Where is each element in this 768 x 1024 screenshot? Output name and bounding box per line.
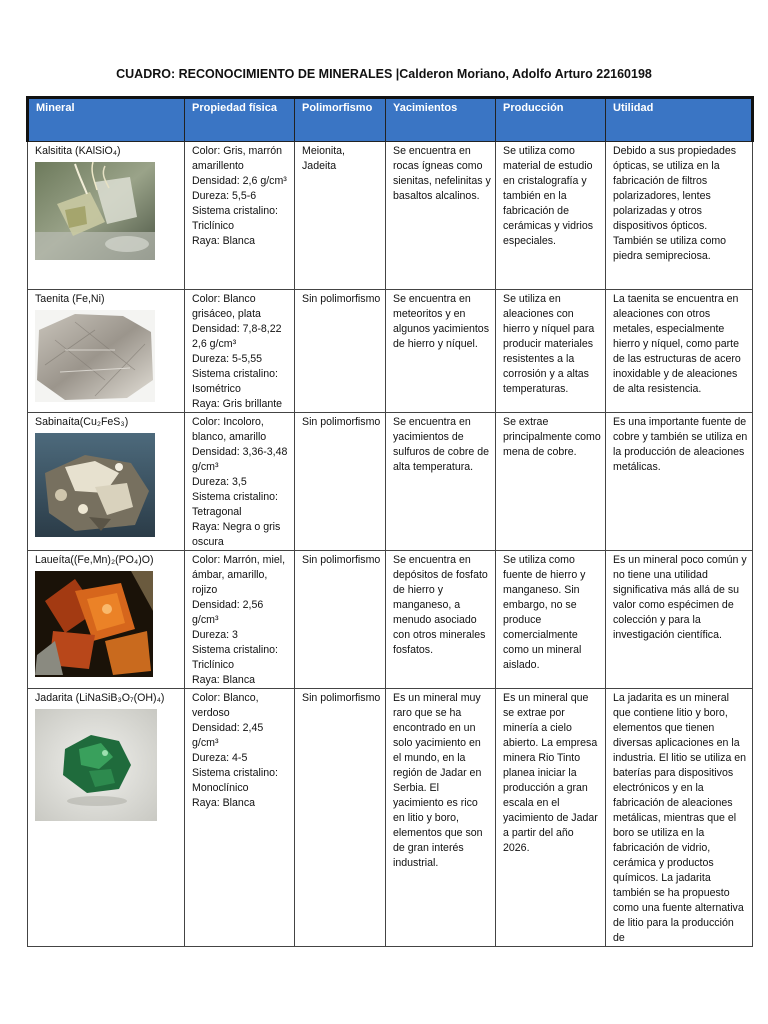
yacimientos-text: Se encuentra en yacimientos de sulfuros de cobre de alta temperatura. <box>393 416 489 473</box>
cell-polimorfismo <box>295 689 386 947</box>
cell-mineral <box>28 290 185 413</box>
cell-propiedad <box>185 413 295 551</box>
cell-mineral <box>28 142 185 290</box>
produccion-text: Es un mineral que se extrae por minería a cielo abierto. La empresa minera Rio Tinto planea iniciar la producción a gran escala en el yacimiento de Jadar a partir del año 2026. <box>503 692 598 854</box>
table-header-row <box>28 98 753 142</box>
yacimientos-text: Es un mineral muy raro que se ha encontrado en un solo yacimiento en el mundo, en la región de Jadar en Serbia. El yacimiento es rico en litio y boro, elementos que son de gran interés industrial. <box>393 692 483 869</box>
cell-yacimientos <box>386 290 496 413</box>
utilidad-text: La taenita se encuentra en aleaciones con otros metales, especialmente hierro y níquel, como parte de las estructuras de acero inoxidable y de aleaciones de alta resistencia. <box>613 293 741 395</box>
table-row <box>28 413 753 551</box>
utilidad-text: La jadarita es un mineral que contiene litio y boro, elementos que tienen diversas aplicaciones en la industria. El litio se utiliza en baterías para dispositivos electrónicos y en la fabricación de aleaciones metálicas, mientras que el boro se utiliza en la fabricación de vidrio, cerámica y productos químicos. La jadarita también se ha propuesto como una fuente alternativa de litio para la producción de <box>613 692 747 944</box>
cell-propiedad <box>185 551 295 689</box>
cell-utilidad <box>606 413 753 551</box>
yacimientos-text: Se encuentra en meteoritos y en algunos yacimientos de hierro y níquel. <box>393 293 489 350</box>
mineral-name: Sabinaíta(Cu₂FeS₃) <box>35 416 129 428</box>
cell-utilidad <box>606 290 753 413</box>
cell-produccion <box>496 290 606 413</box>
cell-propiedad <box>185 142 295 290</box>
cell-yacimientos <box>386 689 496 947</box>
column-header-propiedad: Propiedad física <box>185 98 295 142</box>
mineral-name: Kalsitita (KAlSiO₄) <box>35 145 121 157</box>
produccion-text: Se utiliza como material de estudio en cristalografía y también en la fabricación de cerámicas y vidrios especiales. <box>503 145 594 247</box>
produccion-text: Se extrae principalmente como mena de cobre. <box>503 416 601 458</box>
cell-polimorfismo <box>295 290 386 413</box>
polimorfismo-text: Sin polimorfismo <box>302 692 381 704</box>
column-header-mineral: Mineral <box>28 98 185 142</box>
utilidad-text: Debido a sus propiedades ópticas, se utiliza en la fabricación de filtros polarizadores, lentes polarizadas y otros dispositivos ópticos. También se utiliza como piedra semipreciosa. <box>613 145 737 262</box>
cell-propiedad <box>185 290 295 413</box>
cell-mineral <box>28 689 185 947</box>
mineral-name: Laueíta((Fe,Mn)₂(PO₄)O) <box>35 554 154 566</box>
polimorfismo-text: Sin polimorfismo <box>302 554 381 566</box>
propiedad-text: Color: Gris, marrón amarillento Densidad: 2,6 g/cm³ Dureza: 5,5-6 Sistema cristalino: Triclínico Raya: Blanca <box>192 145 287 247</box>
utilidad-text: Es un mineral poco común y no tiene una utilidad significativa más allá de su valor como espécimen de colección y para la investigación científica. <box>613 554 747 641</box>
cell-utilidad <box>606 689 753 947</box>
page-title: CUADRO: RECONOCIMIENTO DE MINERALES |Calderon Moriano, Adolfo Arturo 22160198 <box>116 67 652 81</box>
table-row <box>28 551 753 689</box>
cell-produccion <box>496 551 606 689</box>
produccion-text: Se utiliza como fuente de hierro y manganeso. Sin embargo, no se produce comercialmente como un mineral aislado. <box>503 554 586 671</box>
cell-propiedad <box>185 689 295 947</box>
cell-produccion <box>496 413 606 551</box>
utilidad-text: Es una importante fuente de cobre y también se utiliza en la producción de aleaciones metálicas. <box>613 416 748 473</box>
mineral-name: Taenita (Fe,Ni) <box>35 293 105 305</box>
column-header-utilidad: Utilidad <box>606 98 753 142</box>
cell-polimorfismo <box>295 142 386 290</box>
polimorfismo-text: Sin polimorfismo <box>302 416 381 428</box>
column-header-produccion: Producción <box>496 98 606 142</box>
polimorfismo-text: Meionita, Jadeita <box>302 145 345 172</box>
yacimientos-text: Se encuentra en depósitos de fosfato de hierro y manganeso, a menudo asociado con otros minerales fosfatos. <box>393 554 488 656</box>
propiedad-text: Color: Blanco, verdoso Densidad: 2,45 g/cm³ Dureza: 4-5 Sistema cristalino: Monoclínico Raya: Blanca <box>192 692 278 809</box>
produccion-text: Se utiliza en aleaciones con hierro y níquel para producir materiales resistentes a la corrosión y a altas temperaturas. <box>503 293 595 395</box>
kalsilite-photo <box>35 162 155 260</box>
polimorfismo-text: Sin polimorfismo <box>302 293 381 305</box>
column-header-polimorfismo: Polimorfismo <box>295 98 386 142</box>
laueite-photo <box>35 571 153 677</box>
jadarite-photo <box>35 709 157 821</box>
propiedad-text: Color: Marrón, miel, ámbar, amarillo, rojizo Densidad: 2,56 g/cm³ Dureza: 3 Sistema cristalino: Triclínico Raya: Blanca <box>192 554 286 686</box>
table-row <box>28 142 753 290</box>
cell-utilidad <box>606 142 753 290</box>
cell-polimorfismo <box>295 551 386 689</box>
yacimientos-text: Se encuentra en rocas ígneas como sienitas, nefelinitas y basaltos alcalinos. <box>393 145 491 202</box>
sabinaite-photo <box>35 433 155 537</box>
cell-produccion <box>496 689 606 947</box>
cell-utilidad <box>606 551 753 689</box>
table-row <box>28 689 753 947</box>
mineral-name: Jadarita (LiNaSiB₃O₇(OH)₄) <box>35 692 165 704</box>
cell-mineral <box>28 413 185 551</box>
propiedad-text: Color: Incoloro, blanco, amarillo Densidad: 3,36-3,48 g/cm³ Dureza: 3,5 Sistema cristalino: Tetragonal Raya: Negra o gris oscura <box>192 416 288 548</box>
cell-yacimientos <box>386 142 496 290</box>
propiedad-text: Color: Blanco grisáceo, plata Densidad: 7,8-8,22 2,6 g/cm³ Dureza: 5-5,55 Sistema cristalino: Isométrico Raya: Gris brillante <box>192 293 283 410</box>
cell-yacimientos <box>386 551 496 689</box>
taenite-photo <box>35 310 155 402</box>
cell-mineral <box>28 551 185 689</box>
table-row <box>28 290 753 413</box>
cell-yacimientos <box>386 413 496 551</box>
column-header-yacimientos: Yacimientos <box>386 98 496 142</box>
cell-polimorfismo <box>295 413 386 551</box>
minerals-table <box>26 96 754 947</box>
cell-produccion <box>496 142 606 290</box>
